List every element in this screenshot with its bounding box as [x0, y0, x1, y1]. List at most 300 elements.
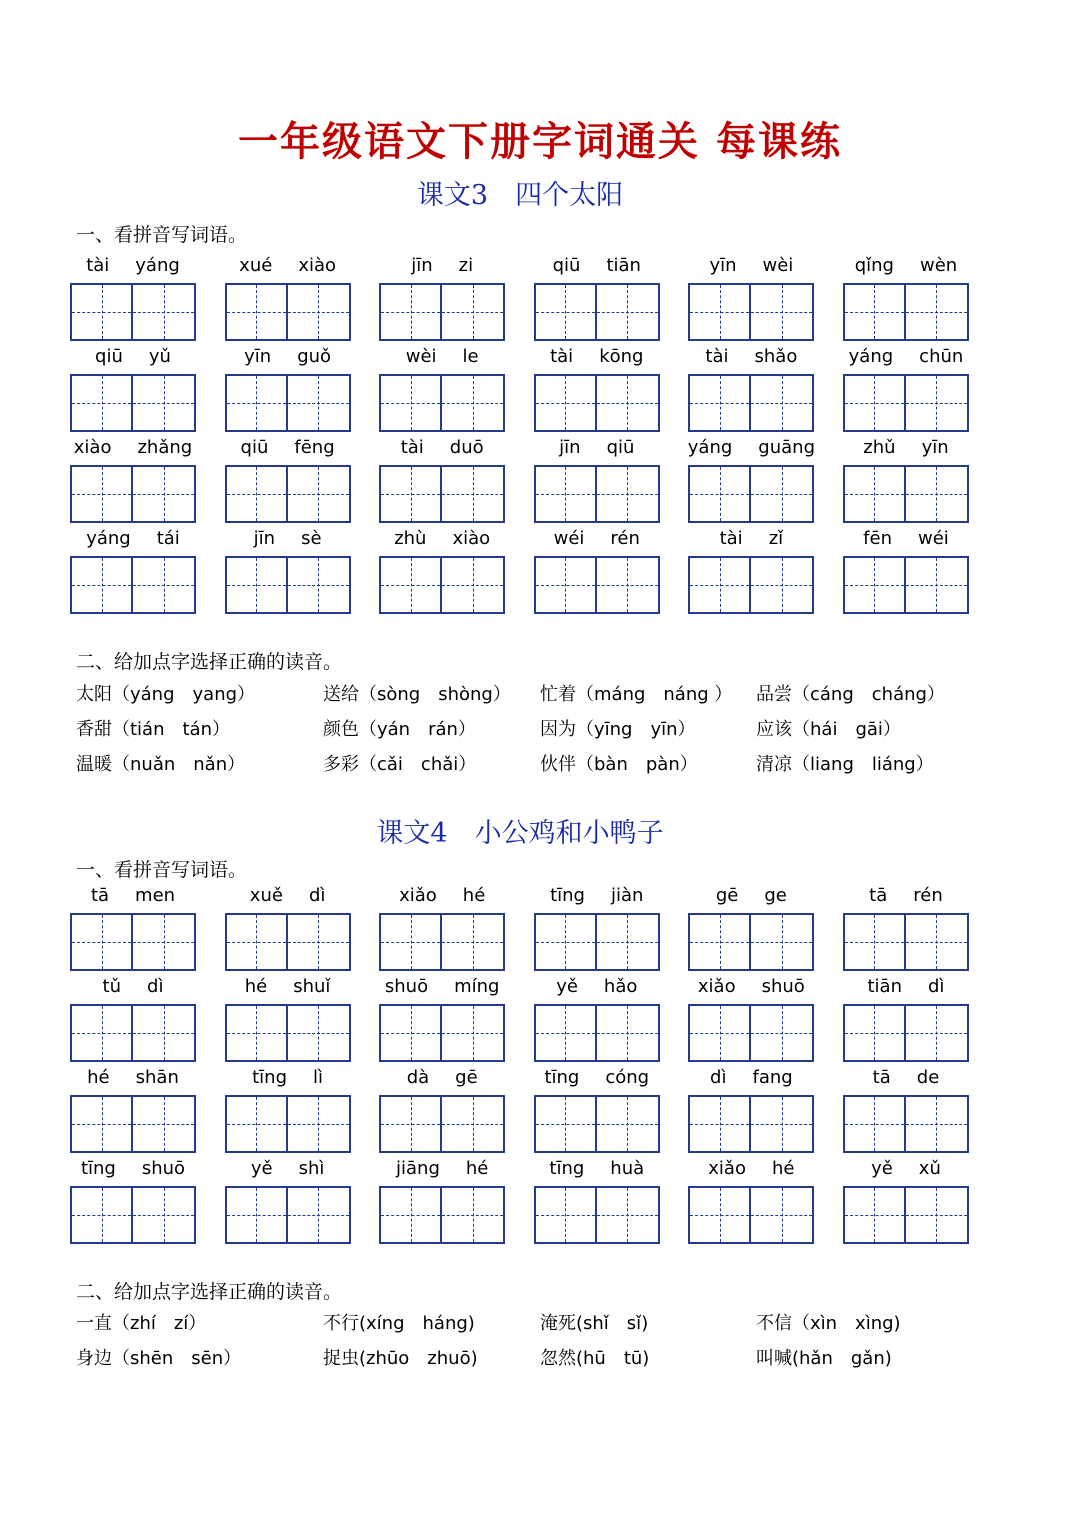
pinyin-label [70, 1157, 196, 1183]
character-square[interactable] [288, 465, 351, 523]
reading-item: 一直（zhí zí） [76, 1313, 207, 1334]
pinyin-label [534, 436, 660, 462]
character-square[interactable] [597, 1004, 660, 1062]
character-square[interactable] [288, 913, 351, 971]
tianzige-box[interactable] [843, 1004, 969, 1062]
word-cell [70, 975, 196, 1066]
character-square[interactable] [70, 1095, 133, 1153]
tianzige-box[interactable] [534, 556, 660, 614]
pinyin-label [225, 1157, 351, 1183]
pinyin-syllable: dì [710, 1067, 727, 1088]
character-square[interactable] [906, 374, 969, 432]
pinyin-syllable: huà [610, 1158, 645, 1179]
character-square[interactable] [843, 1095, 906, 1153]
tianzige-box[interactable] [534, 1095, 660, 1153]
character-square[interactable] [597, 1186, 660, 1244]
tianzige-box[interactable] [534, 283, 660, 341]
tianzige-box[interactable] [70, 556, 196, 614]
character-square[interactable] [843, 913, 906, 971]
lesson-title: 课文3 四个太阳 [416, 180, 624, 211]
word-cell [225, 884, 351, 975]
pinyin-syllable: yīn [921, 437, 949, 458]
pinyin-label [534, 975, 660, 1001]
character-square[interactable] [379, 465, 442, 523]
tianzige-box[interactable] [688, 1186, 814, 1244]
character-square[interactable] [288, 1186, 351, 1244]
character-square[interactable] [442, 374, 505, 432]
character-square[interactable] [597, 374, 660, 432]
reading-item: 应该（hái gāi） [756, 719, 901, 740]
character-square[interactable] [225, 1004, 288, 1062]
character-square[interactable] [133, 1004, 196, 1062]
pinyin-syllable: tài [86, 255, 110, 276]
character-square[interactable] [751, 374, 814, 432]
reading-item: 送给（sòng shòng） [323, 684, 511, 705]
character-square[interactable] [597, 556, 660, 614]
tianzige-box[interactable] [379, 374, 505, 432]
tianzige-box[interactable] [688, 1004, 814, 1062]
pinyin-label [225, 254, 351, 280]
character-square[interactable] [379, 1004, 442, 1062]
pinyin-syllable: qiū [606, 437, 635, 458]
tianzige-box[interactable] [70, 1186, 196, 1244]
pinyin-syllable: xuě [249, 885, 283, 906]
character-square[interactable] [906, 1186, 969, 1244]
tianzige-box[interactable] [379, 1004, 505, 1062]
tianzige-box[interactable] [843, 1186, 969, 1244]
pinyin-syllable: jiāng [396, 1158, 440, 1179]
character-square[interactable] [843, 465, 906, 523]
tianzige-box[interactable] [70, 283, 196, 341]
pinyin-syllable: jīn [411, 255, 433, 276]
tianzige-box[interactable] [688, 283, 814, 341]
character-square[interactable] [534, 1004, 597, 1062]
word-cell [843, 436, 969, 527]
character-square[interactable] [379, 1186, 442, 1244]
character-square[interactable] [597, 465, 660, 523]
pinyin-syllable: sè [301, 528, 322, 549]
pinyin-syllable: qiū [552, 255, 581, 276]
character-square[interactable] [133, 556, 196, 614]
character-square[interactable] [70, 913, 133, 971]
page-title: 一年级语文下册字词通关 每课练 [238, 118, 842, 165]
character-square[interactable] [843, 1004, 906, 1062]
pinyin-syllable: dì [308, 885, 326, 906]
character-square[interactable] [288, 1004, 351, 1062]
tianzige-box[interactable] [379, 1186, 505, 1244]
reading-item: 忽然(hū tū) [540, 1348, 650, 1369]
pinyin-syllable: tài [550, 346, 574, 367]
character-square[interactable] [225, 556, 288, 614]
pinyin-syllable: lì [313, 1067, 324, 1088]
reading-item: 多彩（cǎi chǎi） [323, 754, 477, 775]
tianzige-box[interactable] [70, 913, 196, 971]
pinyin-syllable: wéi [917, 528, 949, 549]
character-square[interactable] [70, 465, 133, 523]
character-square[interactable] [597, 1095, 660, 1153]
tianzige-box[interactable] [379, 556, 505, 614]
character-square[interactable] [843, 283, 906, 341]
character-square[interactable] [534, 1095, 597, 1153]
pinyin-syllable: shuō [141, 1158, 186, 1179]
pinyin-syllable: yīn [709, 255, 737, 276]
pinyin-label [534, 884, 660, 910]
word-cell [225, 436, 351, 527]
tianzige-box[interactable] [225, 556, 351, 614]
pinyin-syllable: tā [90, 885, 110, 906]
pinyin-label [688, 1157, 814, 1183]
pinyin-label [379, 884, 505, 910]
pinyin-syllable: tái [156, 528, 180, 549]
character-square[interactable] [225, 1095, 288, 1153]
word-cell [534, 436, 660, 527]
pinyin-syllable: zhǔ [863, 437, 896, 458]
character-square[interactable] [843, 556, 906, 614]
pinyin-syllable: guāng [758, 437, 815, 458]
character-square[interactable] [70, 1186, 133, 1244]
pinyin-syllable: tǔ [102, 976, 122, 997]
tianzige-box[interactable] [688, 465, 814, 523]
reading-item: 不行(xíng háng) [323, 1313, 475, 1334]
pinyin-writing-grid [70, 254, 969, 618]
character-square[interactable] [133, 374, 196, 432]
pinyin-label [225, 436, 351, 462]
tianzige-box[interactable] [534, 465, 660, 523]
pinyin-syllable: jīn [253, 528, 276, 549]
pinyin-syllable: tīng [252, 1067, 288, 1088]
pinyin-syllable: yáng [687, 437, 733, 458]
pinyin-syllable: yě [250, 1158, 273, 1179]
character-square[interactable] [751, 465, 814, 523]
pinyin-label [688, 975, 814, 1001]
pinyin-label [379, 1066, 505, 1092]
character-square[interactable] [597, 283, 660, 341]
pinyin-syllable: qǐng [854, 255, 894, 276]
character-square[interactable] [906, 283, 969, 341]
pinyin-syllable: tiān [867, 976, 902, 997]
pinyin-syllable: jīn [559, 437, 581, 458]
tianzige-box[interactable] [379, 1095, 505, 1153]
word-cell [843, 975, 969, 1066]
tianzige-box[interactable] [688, 913, 814, 971]
word-cell [379, 975, 505, 1066]
reading-item: 温暖（nuǎn nǎn） [76, 754, 246, 775]
word-cell [225, 1066, 351, 1157]
pinyin-syllable: xǔ [918, 1158, 941, 1179]
character-square[interactable] [225, 283, 288, 341]
word-cell [688, 254, 814, 345]
character-square[interactable] [442, 1004, 505, 1062]
character-square[interactable] [688, 1004, 751, 1062]
pinyin-label [70, 254, 196, 280]
word-cell [843, 527, 969, 618]
character-square[interactable] [442, 465, 505, 523]
pinyin-label [534, 1066, 660, 1092]
character-square[interactable] [751, 1004, 814, 1062]
character-square[interactable] [288, 1095, 351, 1153]
pinyin-label [534, 254, 660, 280]
word-cell [688, 436, 814, 527]
pinyin-syllable: hé [771, 1158, 795, 1179]
pinyin-syllable: hé [462, 885, 486, 906]
pinyin-label [688, 345, 814, 371]
section-heading-reading: 二、给加点字选择正确的读音。 [76, 1281, 343, 1303]
pinyin-syllable: rén [913, 885, 943, 906]
pinyin-syllable: tā [869, 885, 888, 906]
pinyin-label [70, 527, 196, 553]
character-square[interactable] [534, 913, 597, 971]
word-cell [70, 436, 196, 527]
pinyin-label [70, 1066, 196, 1092]
character-square[interactable] [688, 556, 751, 614]
word-cell [843, 884, 969, 975]
pinyin-syllable: tīng [544, 1067, 580, 1088]
pinyin-syllable: fēn [863, 528, 892, 549]
character-square[interactable] [379, 1095, 442, 1153]
tianzige-box[interactable] [534, 374, 660, 432]
character-square[interactable] [534, 465, 597, 523]
character-square[interactable] [442, 1186, 505, 1244]
character-square[interactable] [379, 374, 442, 432]
character-square[interactable] [906, 556, 969, 614]
character-square[interactable] [225, 374, 288, 432]
word-cell [843, 345, 969, 436]
pinyin-label [379, 436, 505, 462]
pinyin-syllable: shǎo [754, 346, 798, 367]
character-square[interactable] [442, 913, 505, 971]
pinyin-syllable: yǔ [148, 346, 171, 367]
tianzige-box[interactable] [225, 1095, 351, 1153]
tianzige-box[interactable] [225, 1186, 351, 1244]
pinyin-syllable: yáng [135, 255, 180, 276]
tianzige-box[interactable] [70, 1004, 196, 1062]
character-square[interactable] [534, 374, 597, 432]
pinyin-syllable: míng [454, 976, 500, 997]
pinyin-syllable: yě [871, 1158, 893, 1179]
character-square[interactable] [133, 465, 196, 523]
word-cell [70, 254, 196, 345]
character-square[interactable] [133, 283, 196, 341]
character-square[interactable] [133, 1095, 196, 1153]
pinyin-syllable: zi [458, 255, 474, 276]
pinyin-syllable: shuō [384, 976, 429, 997]
word-cell [225, 345, 351, 436]
character-square[interactable] [133, 913, 196, 971]
character-square[interactable] [751, 556, 814, 614]
pinyin-syllable: ge [764, 885, 787, 906]
pinyin-label [534, 527, 660, 553]
pinyin-syllable: xiǎo [708, 1158, 746, 1179]
pinyin-syllable: tā [872, 1067, 891, 1088]
character-square[interactable] [288, 556, 351, 614]
section-heading-reading: 二、给加点字选择正确的读音。 [76, 651, 343, 673]
pinyin-syllable: le [462, 346, 479, 367]
character-square[interactable] [843, 374, 906, 432]
reading-item: 颜色（yán rán） [323, 719, 476, 740]
tianzige-box[interactable] [534, 913, 660, 971]
word-cell [843, 1157, 969, 1248]
tianzige-box[interactable] [843, 465, 969, 523]
reading-item: 身边（shēn sēn） [76, 1348, 242, 1369]
tianzige-box[interactable] [843, 913, 969, 971]
word-cell [843, 1066, 969, 1157]
pinyin-label [534, 1157, 660, 1183]
character-square[interactable] [442, 283, 505, 341]
pinyin-syllable: shān [135, 1067, 179, 1088]
character-square[interactable] [843, 1186, 906, 1244]
tianzige-box[interactable] [379, 913, 505, 971]
character-square[interactable] [70, 1004, 133, 1062]
character-square[interactable] [906, 465, 969, 523]
pinyin-label [843, 345, 969, 371]
character-square[interactable] [751, 283, 814, 341]
pinyin-syllable: xiào [452, 528, 491, 549]
character-square[interactable] [751, 1095, 814, 1153]
tianzige-box[interactable] [225, 1004, 351, 1062]
word-cell [379, 1066, 505, 1157]
tianzige-box[interactable] [688, 1095, 814, 1153]
pinyin-syllable: hé [244, 976, 268, 997]
character-square[interactable] [225, 913, 288, 971]
pinyin-label [843, 1157, 969, 1183]
character-square[interactable] [534, 1186, 597, 1244]
tianzige-box[interactable] [225, 374, 351, 432]
pinyin-syllable: dì [147, 976, 164, 997]
word-cell [70, 345, 196, 436]
character-square[interactable] [688, 1186, 751, 1244]
pinyin-label [70, 884, 196, 910]
character-square[interactable] [379, 913, 442, 971]
word-cell [225, 254, 351, 345]
pinyin-label [70, 345, 196, 371]
tianzige-box[interactable] [379, 465, 505, 523]
pinyin-syllable: guǒ [297, 346, 332, 367]
tianzige-box[interactable] [688, 374, 814, 432]
reading-choices [76, 1309, 996, 1379]
word-cell [534, 884, 660, 975]
tianzige-box[interactable] [225, 913, 351, 971]
pinyin-syllable: tài [400, 437, 424, 458]
pinyin-syllable: de [916, 1067, 940, 1088]
character-square[interactable] [751, 1186, 814, 1244]
pinyin-syllable: tīng [549, 1158, 585, 1179]
word-cell [534, 975, 660, 1066]
pinyin-syllable: yáng [86, 528, 131, 549]
character-square[interactable] [688, 1095, 751, 1153]
pinyin-label [225, 345, 351, 371]
character-square[interactable] [379, 283, 442, 341]
character-square[interactable] [906, 913, 969, 971]
tianzige-box[interactable] [534, 1186, 660, 1244]
tianzige-box[interactable] [688, 556, 814, 614]
character-square[interactable] [288, 283, 351, 341]
character-square[interactable] [70, 374, 133, 432]
pinyin-label [534, 345, 660, 371]
pinyin-syllable: hǎo [603, 976, 638, 997]
pinyin-label [843, 1066, 969, 1092]
character-square[interactable] [70, 556, 133, 614]
pinyin-label [688, 254, 814, 280]
word-cell [70, 884, 196, 975]
character-square[interactable] [442, 1095, 505, 1153]
pinyin-label [379, 975, 505, 1001]
pinyin-syllable: fēng [294, 437, 335, 458]
character-square[interactable] [225, 465, 288, 523]
pinyin-syllable: tīng [550, 885, 585, 906]
reading-item: 清凉（liang liáng） [756, 754, 934, 775]
character-square[interactable] [534, 283, 597, 341]
tianzige-box[interactable] [225, 283, 351, 341]
reading-item: 不信（xìn xìng) [756, 1313, 901, 1334]
character-square[interactable] [133, 1186, 196, 1244]
word-cell [688, 1066, 814, 1157]
reading-item: 伙伴（bàn pàn） [540, 754, 698, 775]
word-cell [688, 345, 814, 436]
pinyin-label [843, 254, 969, 280]
pinyin-label [688, 1066, 814, 1092]
tianzige-box[interactable] [70, 1095, 196, 1153]
pinyin-syllable: zǐ [768, 528, 784, 549]
character-square[interactable] [906, 1004, 969, 1062]
tianzige-box[interactable] [843, 1095, 969, 1153]
tianzige-box[interactable] [70, 374, 196, 432]
pinyin-syllable: zhù [394, 528, 427, 549]
tianzige-box[interactable] [379, 283, 505, 341]
character-square[interactable] [597, 913, 660, 971]
word-cell [534, 254, 660, 345]
character-square[interactable] [688, 465, 751, 523]
character-square[interactable] [751, 913, 814, 971]
word-cell [379, 254, 505, 345]
tianzige-box[interactable] [225, 465, 351, 523]
character-square[interactable] [70, 283, 133, 341]
word-cell [688, 884, 814, 975]
pinyin-label [843, 436, 969, 462]
character-square[interactable] [442, 556, 505, 614]
pinyin-label [379, 1157, 505, 1183]
word-cell [534, 345, 660, 436]
character-square[interactable] [688, 913, 751, 971]
character-square[interactable] [688, 283, 751, 341]
character-square[interactable] [688, 374, 751, 432]
pinyin-syllable: tài [719, 528, 743, 549]
pinyin-syllable: dì [928, 976, 945, 997]
character-square[interactable] [225, 1186, 288, 1244]
pinyin-syllable: hé [465, 1158, 489, 1179]
tianzige-box[interactable] [70, 465, 196, 523]
pinyin-syllable: qiū [95, 346, 123, 367]
pinyin-syllable: wèi [405, 346, 437, 367]
tianzige-box[interactable] [843, 374, 969, 432]
pinyin-syllable: gē [715, 885, 739, 906]
pinyin-syllable: tiān [606, 255, 641, 276]
reading-choices [76, 680, 996, 785]
tianzige-box[interactable] [534, 1004, 660, 1062]
pinyin-syllable: rén [610, 528, 640, 549]
pinyin-label [225, 1066, 351, 1092]
tianzige-box[interactable] [843, 556, 969, 614]
pinyin-syllable: qiū [240, 437, 269, 458]
character-square[interactable] [534, 556, 597, 614]
pinyin-label [843, 527, 969, 553]
reading-item: 香甜（tián tán） [76, 719, 230, 740]
character-square[interactable] [288, 374, 351, 432]
character-square[interactable] [906, 1095, 969, 1153]
pinyin-label [225, 975, 351, 1001]
tianzige-box[interactable] [843, 283, 969, 341]
pinyin-syllable: dà [406, 1067, 430, 1088]
character-square[interactable] [379, 556, 442, 614]
